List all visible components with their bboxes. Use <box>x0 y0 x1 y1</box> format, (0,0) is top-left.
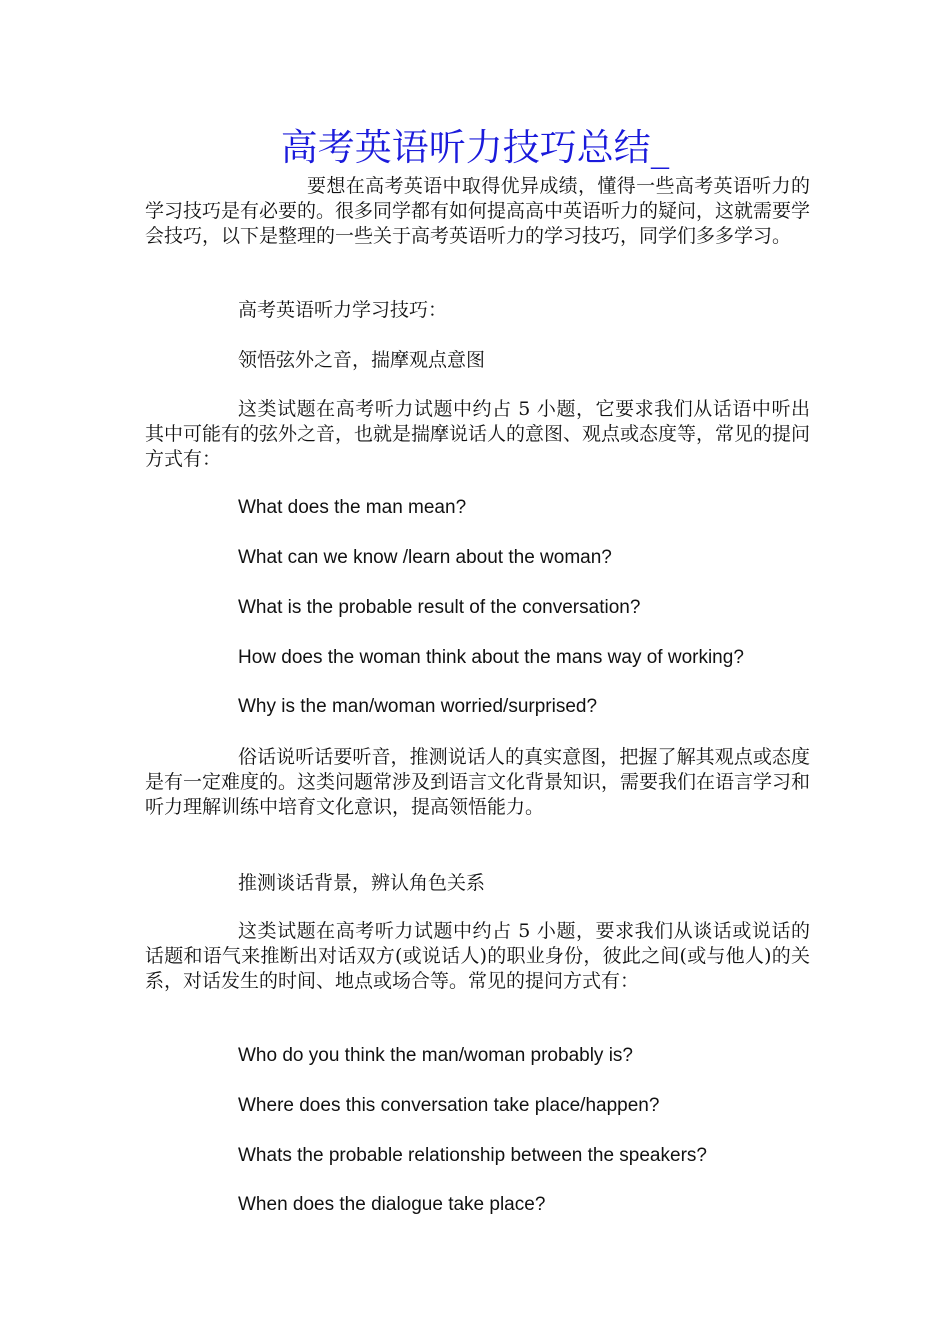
part2-question-1: Who do you think the man/woman probably is? <box>238 1045 633 1066</box>
part1-description <box>145 397 810 472</box>
part1-question-5: Why is the man/woman worried/surprised? <box>238 696 598 717</box>
part2-question-3: Whats the probable relationship between the speakers? <box>238 1145 707 1166</box>
part1-question-4: How does the woman think about the mans way of working? <box>238 647 744 668</box>
part1-question-3: What is the probable result of the conversation? <box>238 597 641 618</box>
part1-conclusion <box>145 745 810 820</box>
part1-description-text: 这类试题在高考听力试题中约占 5 小题，它要求我们从话语中听出其中可能有的弦外之音，也就是揣摩说话人的意图、观点或态度等，常见的提问方式有： <box>145 398 811 470</box>
part1-heading: 领悟弦外之音，揣摩观点意图 <box>238 349 486 371</box>
part2-description <box>145 919 810 994</box>
part1-question-2: What can we know /learn about the woman? <box>238 547 612 568</box>
part2-heading: 推测谈话背景，辨认角色关系 <box>238 872 486 894</box>
part2-question-4: When does the dialogue take place? <box>238 1194 546 1215</box>
section-heading: 高考英语听力学习技巧： <box>238 299 448 321</box>
intro-paragraph <box>145 174 810 249</box>
part2-question-2: Where does this conversation take place/happen? <box>238 1095 660 1116</box>
document-title: 高考英语听力技巧总结_ <box>280 126 670 169</box>
intro-text: 要想在高考英语中取得优异成绩，懂得一些高考英语听力的学习技巧是有必要的。很多同学都有如何提高高中英语听力的疑问，这就需要学会技巧，以下是整理的一些关于高考英语听力的学习技巧，同学们多多学习。 <box>145 175 811 247</box>
part2-description-text: 这类试题在高考听力试题中约占 5 小题，要求我们从谈话或说话的话题和语气来推断出对话双方(或说话人)的职业身份，彼此之间(或与他人)的关系，对话发生的时间、地点或场合等。常见的提问方式有： <box>145 920 810 992</box>
part1-conclusion-text: 俗话说听话要听音，推测说话人的真实意图，把握了解其观点或态度是有一定难度的。这类问题常涉及到语言文化背景知识，需要我们在语言学习和听力理解训练中培育文化意识，提高领悟能力。 <box>145 746 811 818</box>
part1-question-1: What does the man mean? <box>238 497 467 518</box>
